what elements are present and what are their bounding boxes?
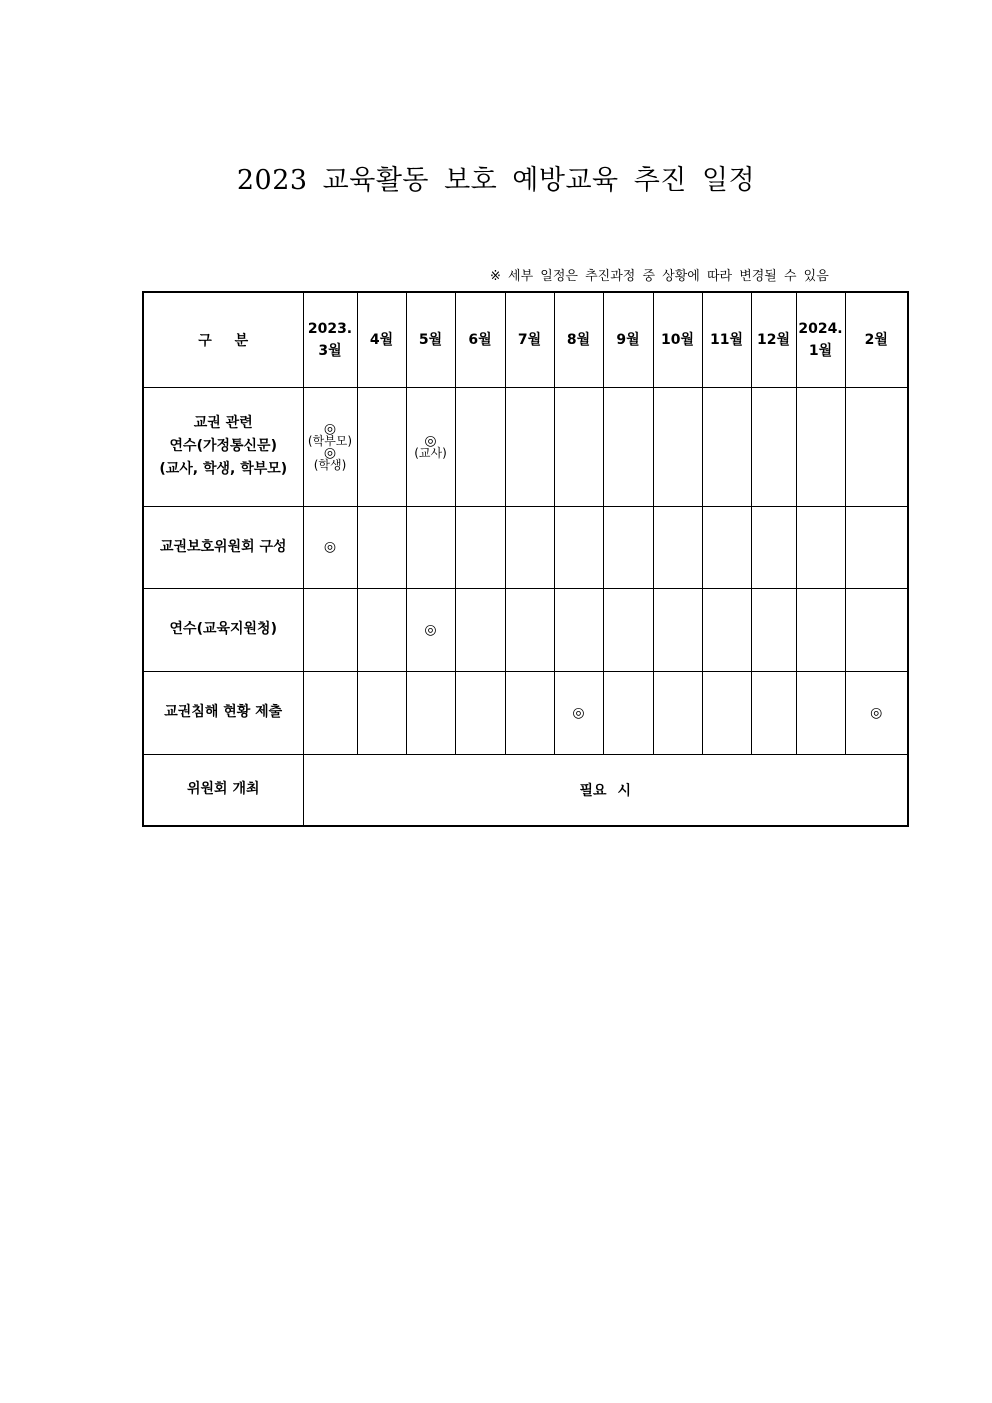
schedule-cell (505, 387, 554, 506)
schedule-cell: ◎ (303, 506, 357, 588)
row-label-committee: 교권보호위원회 구성 (143, 506, 303, 588)
mark-symbol: ◎ (323, 420, 337, 437)
page-title: 2023 교육활동 보호 예방교육 추진 일정 (236, 165, 756, 196)
row-label-training: 교권 관련 연수(가정통신문) (교사, 학생, 학부모) (143, 387, 303, 506)
schedule-cell (796, 588, 845, 671)
schedule-cell (505, 506, 554, 588)
schedule-cell (603, 387, 653, 506)
schedule-cell (357, 387, 406, 506)
mark-group (304, 420, 357, 472)
schedule-cell (751, 671, 796, 754)
month-header-11: 11월 (702, 292, 751, 387)
schedule-table (142, 291, 909, 827)
schedule-cell (357, 671, 406, 754)
schedule-cell (702, 671, 751, 754)
table-row (143, 754, 908, 826)
schedule-cell (406, 387, 455, 506)
table-row (143, 387, 908, 506)
schedule-cell (845, 506, 908, 588)
schedule-cell (751, 387, 796, 506)
mark-symbol: ◎ (424, 432, 437, 449)
schedule-cell (702, 588, 751, 671)
schedule-cell (603, 506, 653, 588)
schedule-cell (357, 588, 406, 671)
schedule-cell (303, 387, 357, 506)
month-header-2023-03: 2023. 3월 (303, 292, 357, 387)
schedule-cell (357, 506, 406, 588)
schedule-cell (653, 506, 702, 588)
row-label-committee-meeting: 위원회 개최 (143, 754, 303, 826)
schedule-cell (455, 671, 505, 754)
schedule-cell (845, 588, 908, 671)
month-header-06: 6월 (455, 292, 505, 387)
mark-note: (학생) (313, 457, 347, 472)
schedule-cell: ◎ (554, 671, 603, 754)
month-header-05: 5월 (406, 292, 455, 387)
schedule-cell (406, 671, 455, 754)
month-header-02: 2월 (845, 292, 908, 387)
month-header-10: 10월 (653, 292, 702, 387)
month-header-08: 8월 (554, 292, 603, 387)
mark-note: (교사) (414, 445, 447, 460)
schedule-cell (303, 588, 357, 671)
span-cell-as-needed: 필요 시 (303, 754, 908, 826)
mark-symbol: ◎ (323, 444, 337, 461)
schedule-note: ※ 세부 일정은 추진과정 중 상황에 따라 변경될 수 있음 (490, 269, 829, 284)
schedule-cell: ◎ (845, 671, 908, 754)
schedule-cell (505, 671, 554, 754)
schedule-cell (554, 387, 603, 506)
schedule-cell (702, 506, 751, 588)
schedule-cell (455, 387, 505, 506)
schedule-cell (455, 506, 505, 588)
schedule-cell (751, 506, 796, 588)
schedule-cell (653, 387, 702, 506)
schedule-cell (796, 387, 845, 506)
schedule-cell (554, 588, 603, 671)
row-label-infringement-report: 교권침해 현황 제출 (143, 671, 303, 754)
mark-group (407, 432, 455, 460)
month-header-12: 12월 (751, 292, 796, 387)
category-header: 구 분 (143, 292, 303, 387)
row-label-office-training: 연수(교육지원청) (143, 588, 303, 671)
schedule-cell (505, 588, 554, 671)
schedule-cell (796, 506, 845, 588)
month-header-07: 7월 (505, 292, 554, 387)
schedule-cell (303, 671, 357, 754)
schedule-cell: ◎ (406, 588, 455, 671)
header-row (143, 292, 908, 387)
table-row (143, 671, 908, 754)
month-header-09: 9월 (603, 292, 653, 387)
schedule-cell (603, 671, 653, 754)
schedule-cell (653, 671, 702, 754)
schedule-cell (796, 671, 845, 754)
month-header-2024-01: 2024. 1월 (796, 292, 845, 387)
table-row (143, 506, 908, 588)
schedule-cell (751, 588, 796, 671)
schedule-cell (653, 588, 702, 671)
schedule-cell (603, 588, 653, 671)
month-header-04: 4월 (357, 292, 406, 387)
schedule-cell (406, 506, 455, 588)
mark-note: (학부모) (307, 433, 353, 448)
schedule-cell (845, 387, 908, 506)
schedule-cell (455, 588, 505, 671)
schedule-cell (554, 506, 603, 588)
schedule-cell (702, 387, 751, 506)
table-row (143, 588, 908, 671)
